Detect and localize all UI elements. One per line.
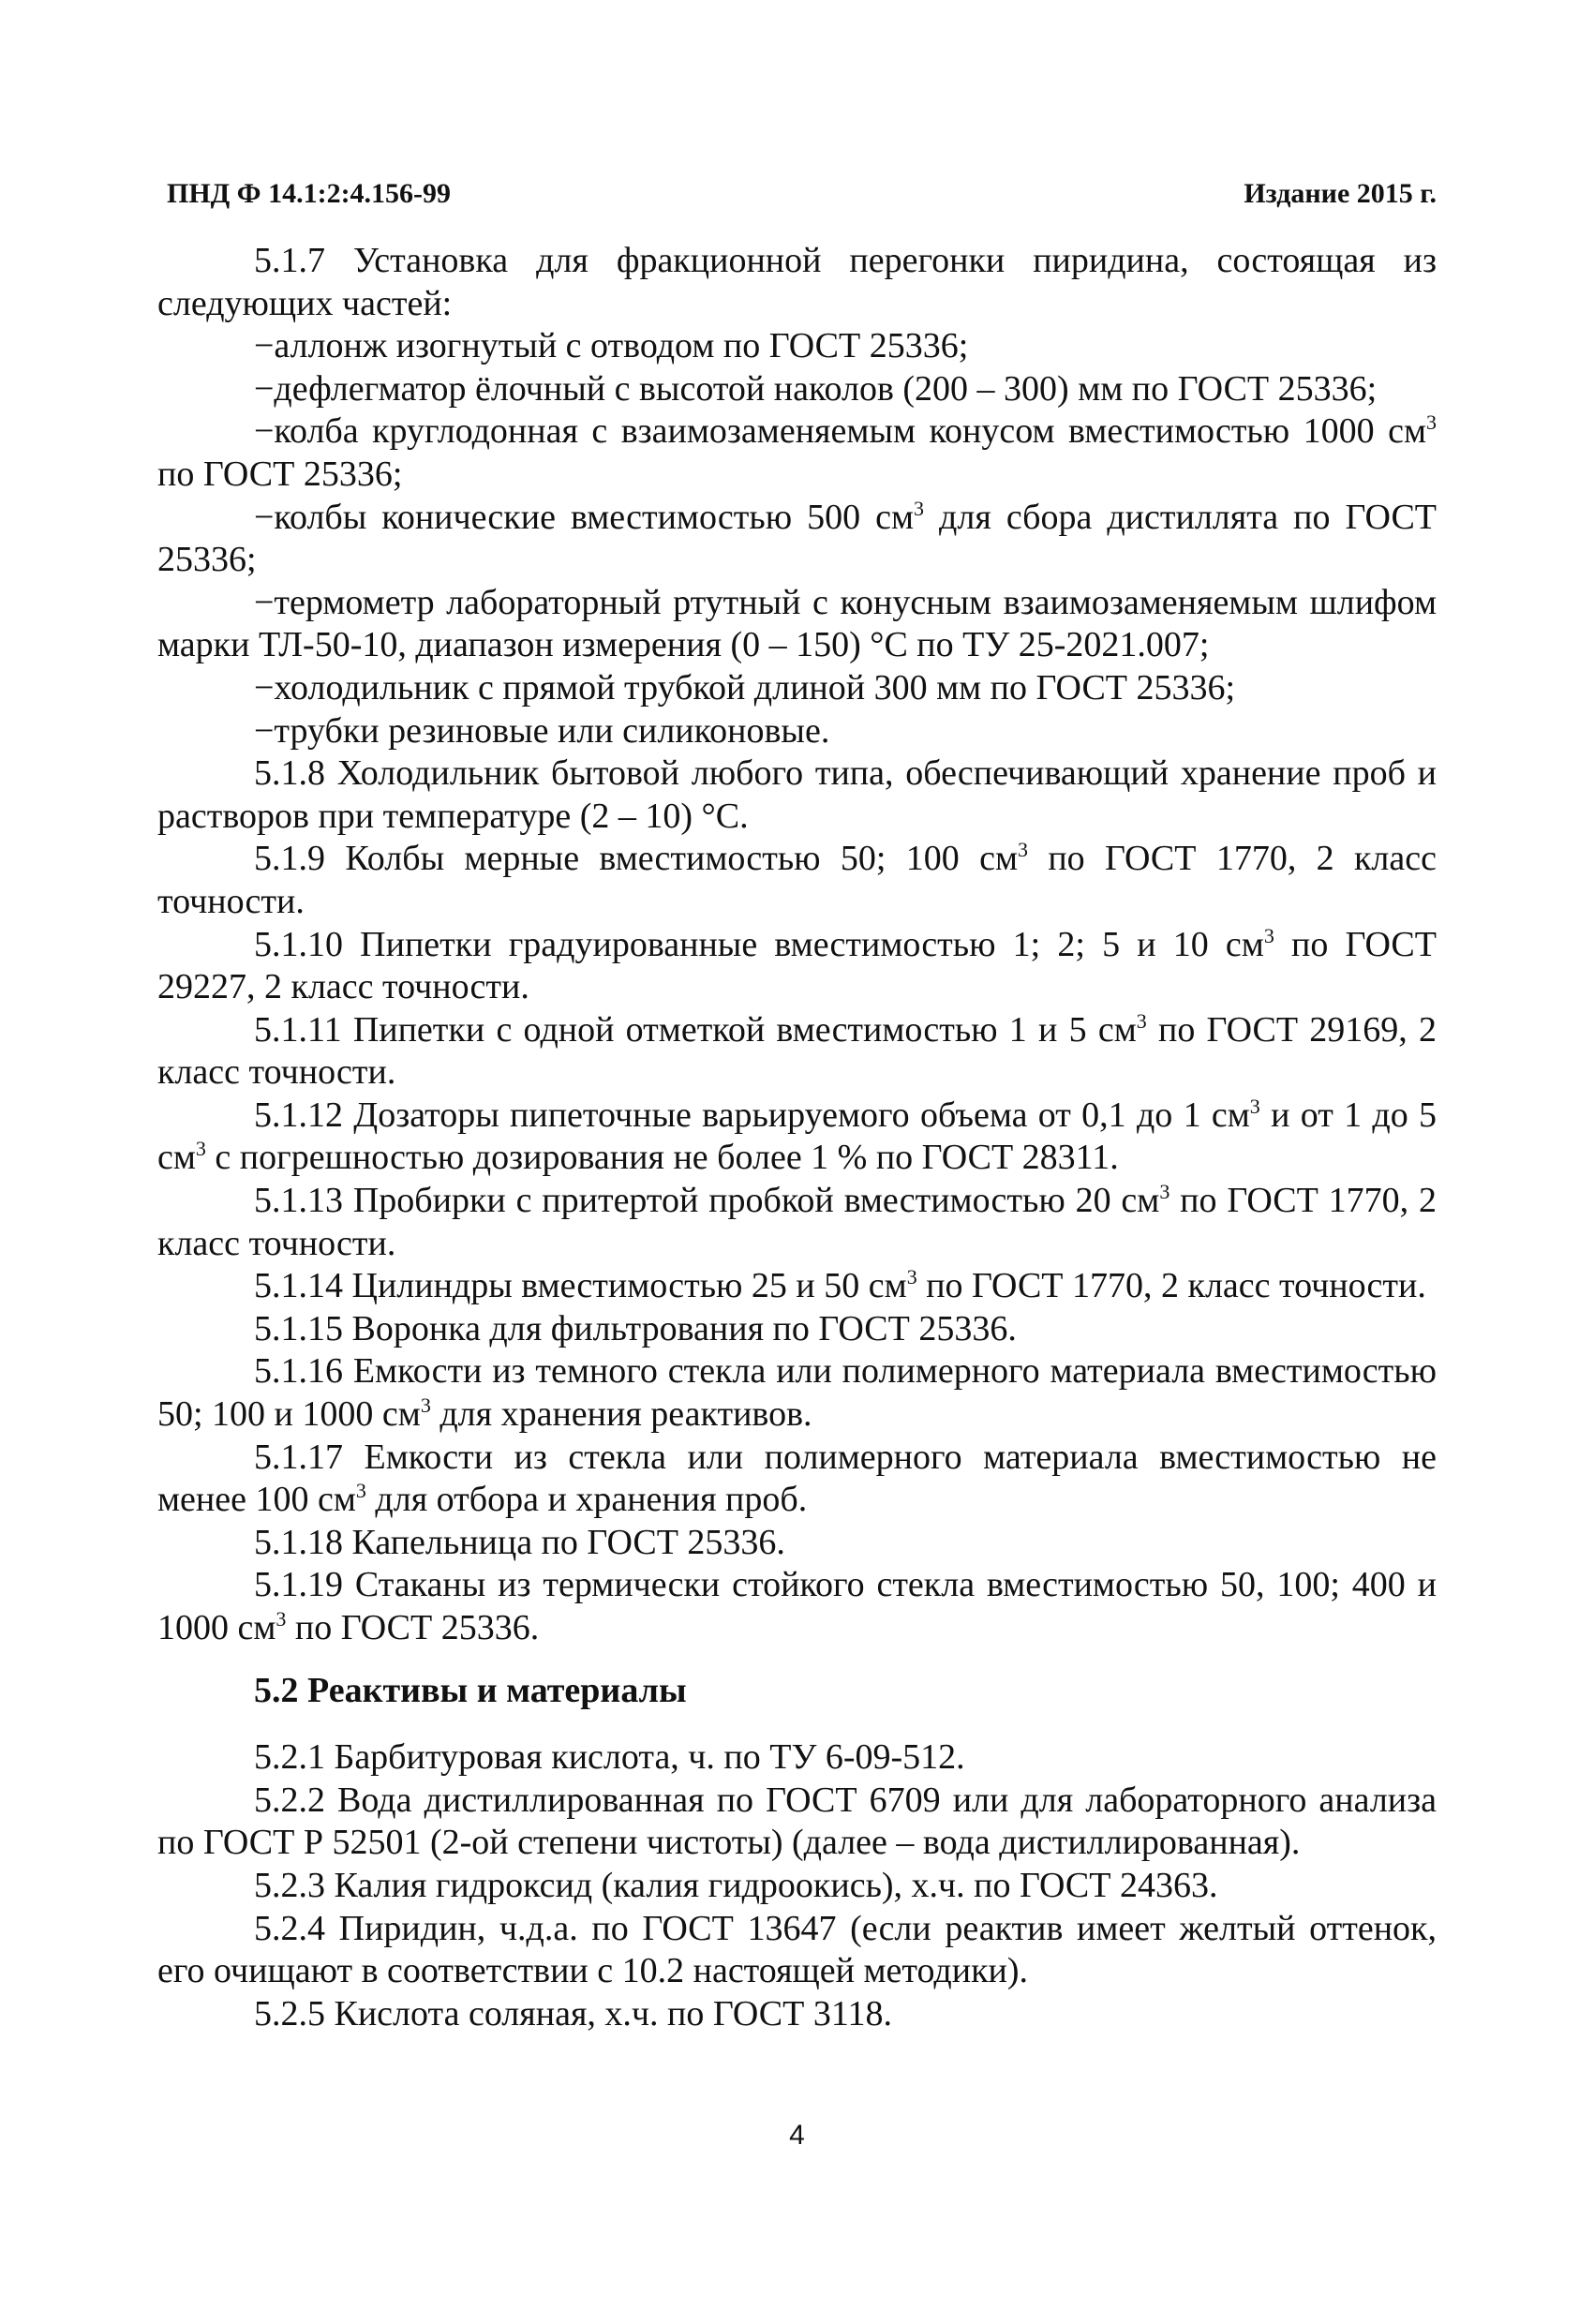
paragraph: 5.1.19 Стаканы из термически стойкого стекла вместимостью 50, 100; 400 и 1000 $см^3$ по ГОСТ 25336. xyxy=(157,1565,1437,1647)
paragraph: 5.1.12 Дозаторы пипеточные варьируемого объема от 0,1 до 1 $см^3$ и от 1 до 5 $см^3$ с погрешностью дозирования не более 1 % по ГОСТ 28311. xyxy=(157,1094,1437,1178)
paragraph: 5.1.7 Установка для фракционной перегонки пиридина, состоящая из следующих частей: xyxy=(157,241,1437,323)
document-body xyxy=(157,240,1437,2035)
paragraph: 5.2.4 Пиридин, ч.д.а. по ГОСТ 13647 (если реактив имеет желтый оттенок, его очищают в соответствии с 10.2 настоящей методики). xyxy=(157,1908,1437,1991)
reagents-list xyxy=(157,1736,1437,2035)
document-id: ПНД Ф 14.1:2:4.156-99 xyxy=(167,178,452,209)
paragraph: 5.1.11 Пипетки с одной отметкой вместимостью 1 и 5 $см^3$ по ГОСТ 29169, 2 класс точности. xyxy=(157,1008,1438,1093)
paragraph: 5.1.17 Емкости из стекла или полимерного материала вместимостью не менее 100 $см^3$ для отбора и хранения проб. xyxy=(157,1437,1437,1520)
list-item: −колба круглодонная с взаимозаменяемым конусом вместимостью 1000 $см^3$ по ГОСТ 25336; xyxy=(157,410,1437,494)
list-item: −холодильник с прямой трубкой длиной 300 мм по ГОСТ 25336; xyxy=(254,667,1236,708)
paragraph: 5.2.5 Кислота соляная, х.ч. по ГОСТ 3118. xyxy=(254,1993,892,2034)
equipment-list xyxy=(157,240,1437,1650)
page-number: 4 xyxy=(789,2120,805,2151)
paragraph: 5.1.10 Пипетки градуированные вместимостью 1; 2; 5 и 10 $см^3$ по ГОСТ 29227, 2 класс точности. xyxy=(157,923,1437,1007)
list-item: −термометр лабораторный ртутный с конусным взаимозаменяемым шлифом марки ТЛ-50-10, диапазон измерения (0 – 150) °С по ТУ 25-2021.007; xyxy=(157,582,1437,665)
paragraph: 5.1.13 Пробирки с притертой пробкой вместимостью 20 $см^3$ по ГОСТ 1770, 2 класс точности. xyxy=(157,1180,1437,1263)
paragraph: 5.1.15 Воронка для фильтрования по ГОСТ 25336. xyxy=(254,1308,1017,1348)
paragraph: 5.1.8 Холодильник бытовой любого типа, обеспечивающий хранение проб и растворов при температуре (2 – 10) °С. xyxy=(157,753,1437,836)
paragraph: 5.1.16 Емкости из темного стекла или полимерного материала вместимостью 50; 100 и 1000 $см^3$ для хранения реактивов. xyxy=(157,1351,1437,1435)
paragraph: 5.2.1 Барбитуровая кислота, ч. по ТУ 6-09-512. xyxy=(254,1737,965,1778)
list-item: −колбы конические вместимостью 500 $см^3$ для сбора дистиллята по ГОСТ 25336; xyxy=(157,496,1437,580)
edition-label: Издание 2015 г. xyxy=(1244,178,1437,209)
list-item: −аллонж изогнутый с отводом по ГОСТ 25336; xyxy=(254,326,969,366)
paragraph: 5.1.18 Капельница по ГОСТ 25336. xyxy=(254,1522,785,1562)
paragraph: 5.2.2 Вода дистиллированная по ГОСТ 6709 или для лабораторного анализа по ГОСТ Р 52501 (2-ой степени чистоты) (далее – вода дистиллированная). xyxy=(157,1780,1437,1863)
list-item: −дефлегматор ёлочный с высотой наколов (200 – 300) мм по ГОСТ 25336; xyxy=(254,368,1378,409)
section-heading: 5.2 Реактивы и материалы xyxy=(254,1670,687,1710)
paragraph: 5.2.3 Калия гидроксид (калия гидроокись), х.ч. по ГОСТ 24363. xyxy=(254,1865,1218,1905)
paragraph: 5.1.14 Цилиндры вместимостью 25 и 50 $см^3$ по ГОСТ 1770, 2 класс точности. xyxy=(254,1265,1426,1306)
list-item: −трубки резиновые или силиконовые. xyxy=(254,710,830,751)
paragraph: 5.1.9 Колбы мерные вместимостью 50; 100 $см^3$ по ГОСТ 1770, 2 класс точности. xyxy=(157,838,1437,921)
page-header xyxy=(167,178,1437,219)
